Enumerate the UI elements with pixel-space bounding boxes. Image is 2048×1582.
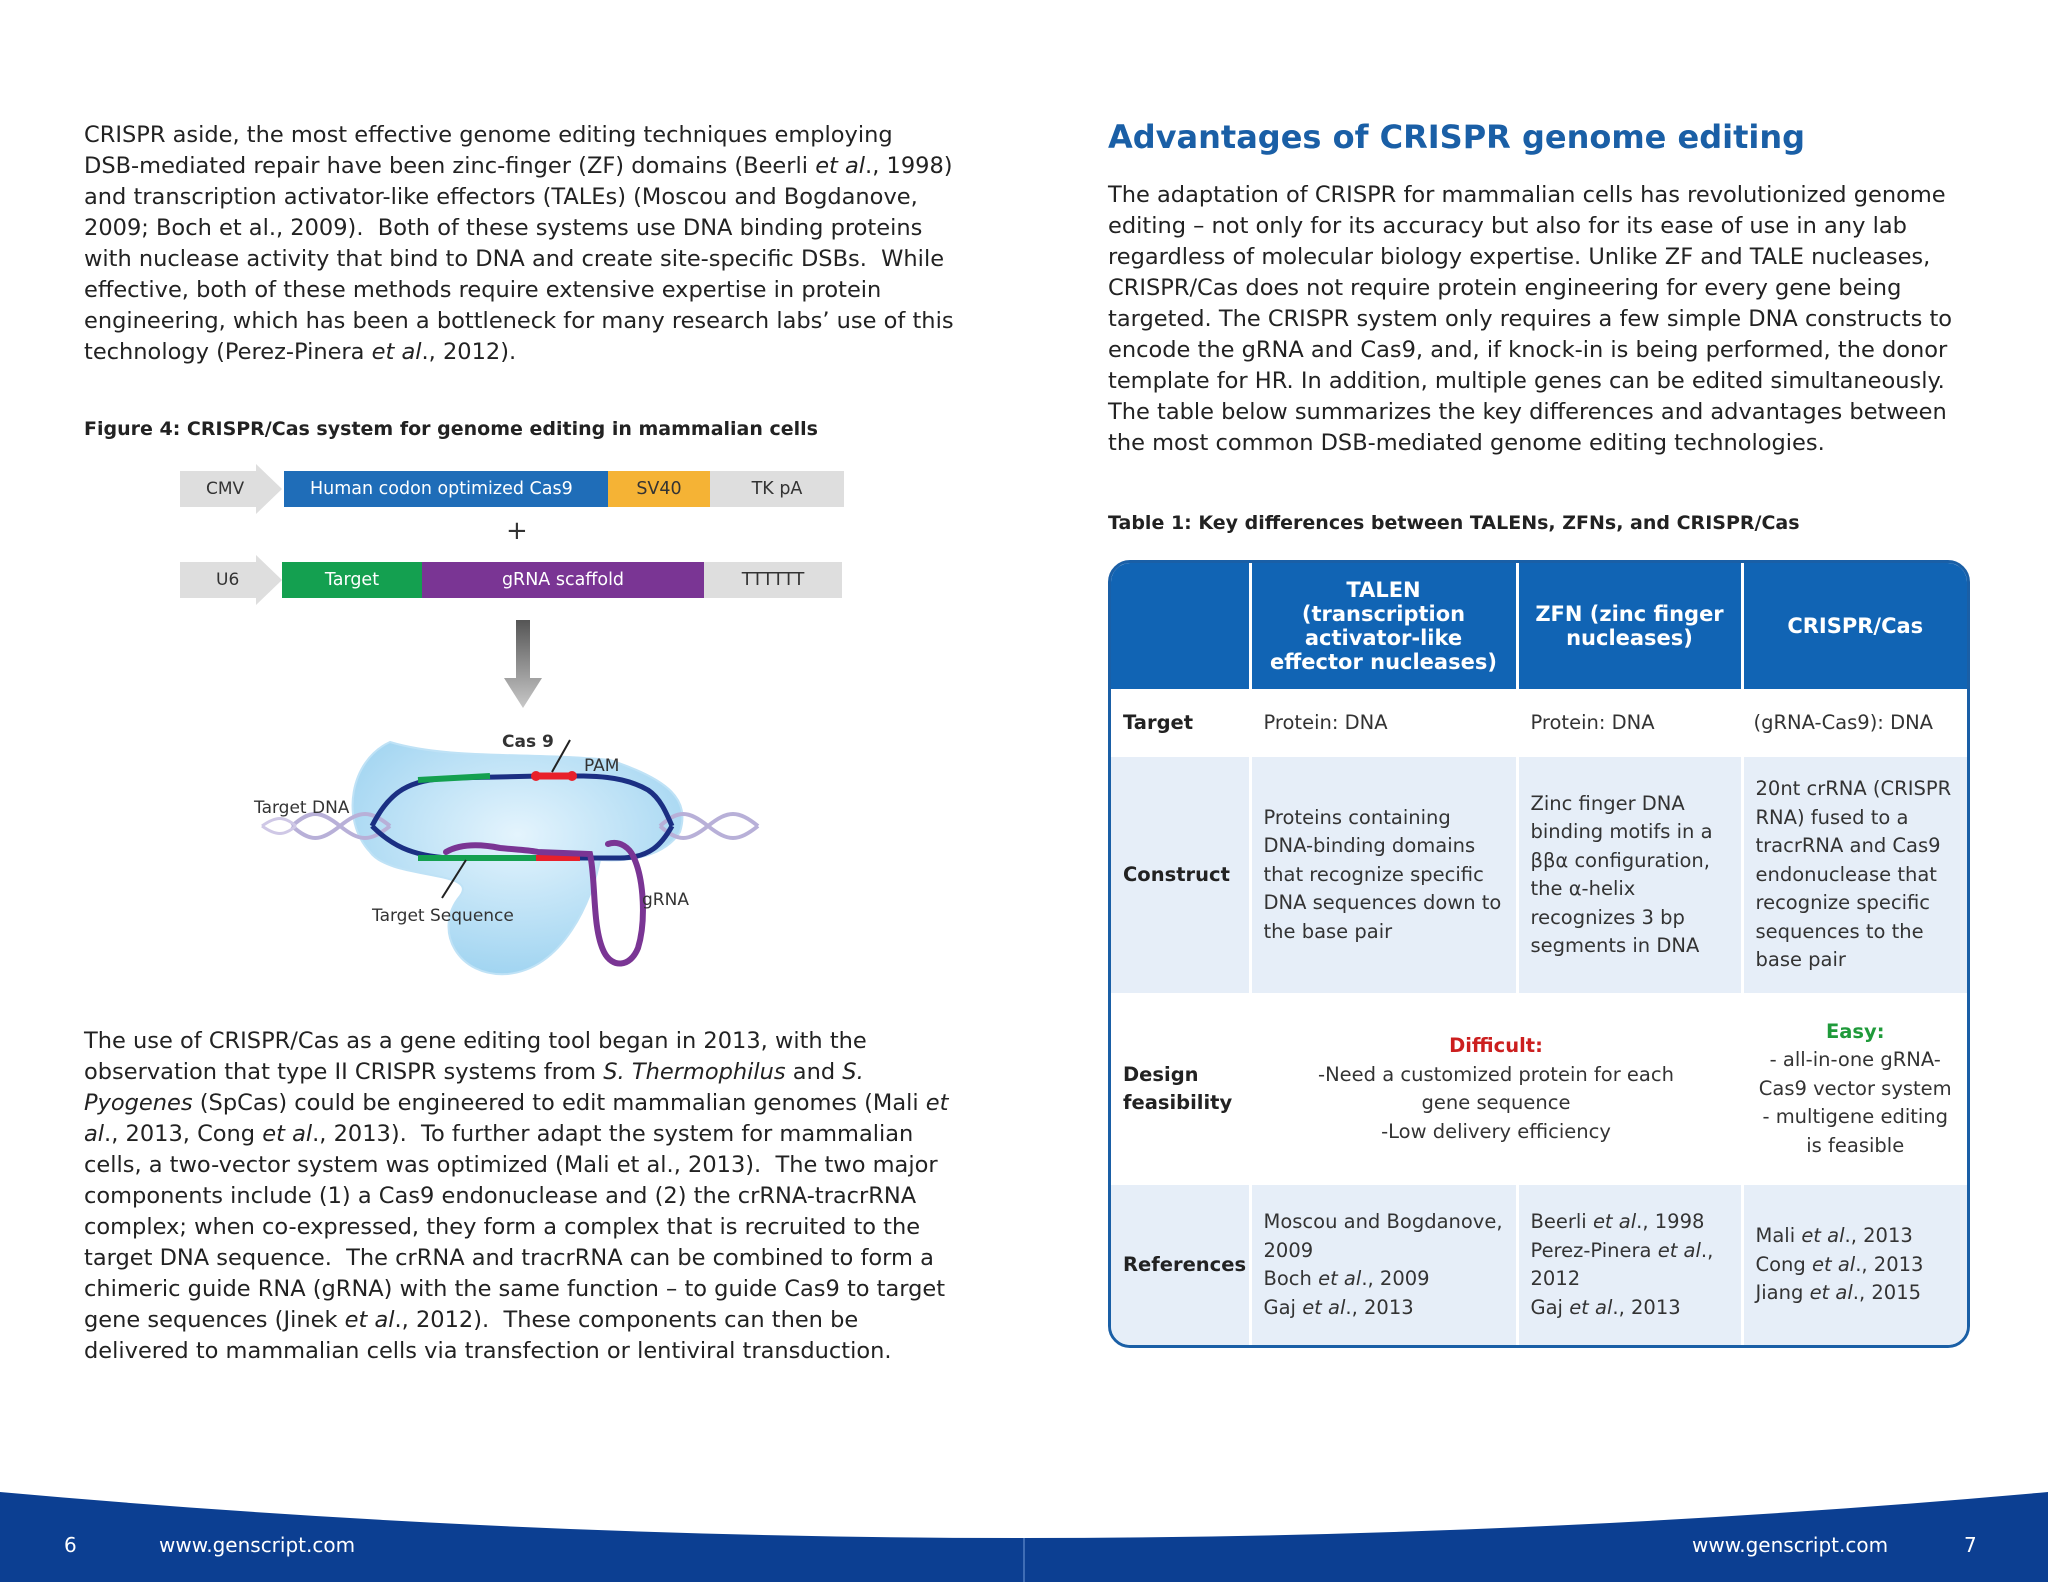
cell-construct-zfn: Zinc finger DNA binding motifs in a ββα configuration, the α-helix recognizes 3 bp segments in DNA — [1517, 757, 1742, 993]
target-sequence-label: Target Sequence — [372, 906, 514, 926]
difficult-title: Difficult: — [1449, 1034, 1543, 1057]
cell-target-zfn: Protein: DNA — [1517, 689, 1742, 757]
cell-references-crispr: Mali et al., 2013 Cong et al., 2013 Jiang et al., 2015 — [1742, 1185, 1967, 1345]
row-label-construct: Construct — [1111, 757, 1250, 993]
cas9-segment: Human codon optimized Cas9 — [284, 471, 608, 507]
comparison-table — [1108, 560, 1970, 1348]
down-arrow — [504, 620, 542, 708]
table-row-construct — [1111, 757, 1967, 993]
row-label-design: Design feasibility — [1111, 993, 1250, 1185]
row-label-target: Target — [1111, 689, 1250, 757]
intro-paragraph: CRISPR aside, the most effective genome editing techniques employing DSB-mediated repair have been zinc-finger (ZF) domains (Beerli et al., 1998) and transcription activator-like effectors (TALEs) (Moscou and Bogdanove, 2009; Boch et al., 2009). Both of these systems use DNA binding proteins with nuclease activity that bind to DNA and create site-specific DSBs. While effective, both of these methods require extensive expertise in protein engineering, which has been a bottleneck for many research labs’ use of this technology (Perez-Pinera et al., 2012). — [84, 122, 954, 365]
cell-target-talen: Protein: DNA — [1250, 689, 1517, 757]
section-title: Advantages of CRISPR genome editing — [1108, 118, 1806, 156]
crispr-diagram — [160, 460, 880, 1000]
footer-url-right[interactable]: www.genscript.com — [1692, 1533, 1889, 1557]
grna-label: gRNA — [642, 890, 689, 910]
table-header-row — [1111, 563, 1967, 689]
header-zfn: ZFN (zinc finger nucleases) — [1517, 563, 1742, 689]
cell-design-difficult — [1250, 993, 1742, 1185]
cell-construct-talen: Proteins containing DNA-binding domains that recognize specific DNA sequences down to the base pair — [1250, 757, 1517, 993]
target-dna-label: Target DNA — [254, 798, 350, 818]
left-column — [84, 120, 954, 440]
cell-design-easy — [1742, 993, 1967, 1185]
easy-title: Easy: — [1825, 1019, 1885, 1043]
table-row-design — [1111, 993, 1967, 1185]
table-caption: Table 1: Key differences between TALENs, ZFNs, and CRISPR/Cas — [1108, 512, 1800, 534]
plus-sign: + — [506, 516, 528, 546]
easy-line-1: - all-in-one gRNA-Cas9 vector system — [1758, 1048, 1952, 1100]
cell-references-talen: Moscou and Bogdanove, 2009 Boch et al., 2009 Gaj et al., 2013 — [1250, 1185, 1517, 1345]
target-segment: Target — [282, 562, 422, 598]
figure-caption: Figure 4: CRISPR/Cas system for genome editing in mammalian cells — [84, 418, 818, 440]
sv40-segment: SV40 — [608, 471, 710, 507]
history-paragraph: The use of CRISPR/Cas as a gene editing tool began in 2013, with the observation that type II CRISPR systems from S. Thermophilus and S. Pyogenes (SpCas) could be engineered to edit mammalian genomes (Mali et al., 2013, Cong et al., 2013). To further adapt the system for mammalian cells, a two-vector system was optimized (Mali et al., 2013). The two major components include (1) a Cas9 endonuclease and (2) the crRNA-tracrRNA complex; when co-expressed, they form a complex that is recruited to the target DNA sequence. The crRNA and tracrRNA can be combined to form a chimeric guide RNA (gRNA) with the same function – to guide Cas9 to target gene sequences (Jinek et al., 2012). These components can then be delivered to mammalian cells via transfection or lentiviral transduction. — [84, 1028, 949, 1364]
terminator-segment: TTTTTT — [704, 562, 842, 598]
header-empty — [1111, 563, 1250, 689]
page-number-right: 7 — [1964, 1533, 1977, 1557]
pam-label: PAM — [584, 756, 620, 776]
cmv-label: CMV — [206, 479, 245, 499]
cell-construct-crispr: 20nt crRNA (CRISPR RNA) fused to a tracrRNA and Cas9 endonuclease that recognize specific sequences to the base pair — [1742, 757, 1967, 993]
footer-band — [0, 1480, 2048, 1582]
u6-label: U6 — [216, 570, 240, 590]
table-row-references — [1111, 1185, 1967, 1345]
right-column — [1108, 118, 1968, 459]
footer-url-left[interactable]: www.genscript.com — [159, 1533, 356, 1557]
header-crispr: CRISPR/Cas — [1742, 563, 1967, 689]
header-talen: TALEN (transcription activator-like effector nucleases) — [1250, 563, 1517, 689]
difficult-line-2: -Low delivery efficiency — [1381, 1119, 1611, 1143]
table-row-target — [1111, 689, 1967, 757]
tkpa-segment: TK pA — [710, 471, 844, 507]
grna-scaffold-segment: gRNA scaffold — [422, 562, 704, 598]
row-label-references: References — [1111, 1185, 1250, 1345]
easy-line-2: - multigene editing is feasible — [1762, 1105, 1949, 1157]
page-number-left: 6 — [64, 1533, 77, 1557]
advantages-paragraph: The adaptation of CRISPR for mammalian cells has revolutionized genome editing – not only for its accuracy but also for its ease of use in any lab regardless of molecular biology expertise. Unlike ZF and TALE nucleases, CRISPR/Cas does not require protein engineering for every gene being targeted. The CRISPR system only requires a few simple DNA constructs to encode the gRNA and Cas9, and, if knock-in is being performed, the donor template for HR. In addition, multiple genes can be edited simultaneously. The table below summarizes the key differences and advantages between the most common DSB-mediated genome editing technologies. — [1108, 182, 1953, 456]
cell-references-zfn: Beerli et al., 1998 Perez-Pinera et al., 2012 Gaj et al., 2013 — [1517, 1185, 1742, 1345]
difficult-line-1: -Need a customized protein for each gene sequence — [1318, 1062, 1674, 1114]
cell-target-crispr: (gRNA-Cas9): DNA — [1742, 689, 1967, 757]
cas9-title: Cas 9 — [502, 732, 554, 752]
